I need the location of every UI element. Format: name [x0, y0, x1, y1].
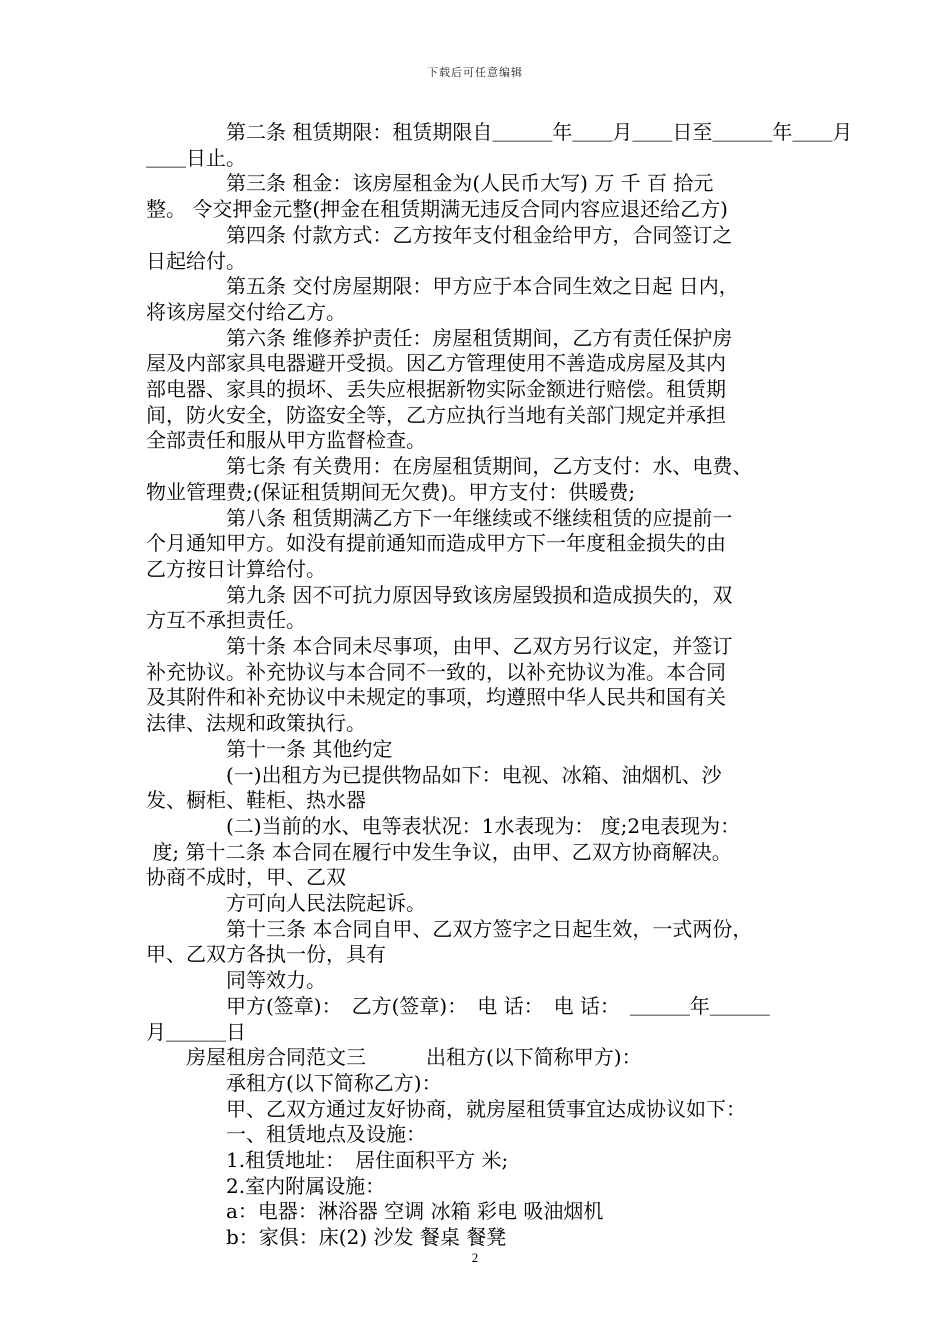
- text-line: b：家俱：床(2) 沙发 餐桌 餐凳: [146, 1225, 507, 1250]
- text-line: 度; 第十二条 本合同在履行中发生争议，由甲、乙双方协商解决。: [146, 839, 732, 864]
- text-line: 屋及内部家具电器避开受损。因乙方管理使用不善造成房屋及其内: [146, 351, 726, 376]
- header-note: 下载后可任意编辑: [427, 66, 523, 79]
- text-line: 第九条 因不可抗力原因导致该房屋毁损和造成损失的，双: [146, 582, 733, 607]
- text-line: 第二条 租赁期限：租赁期限自＿＿＿年＿＿月＿＿日至＿＿＿年＿＿月: [146, 120, 853, 144]
- text-line: 协商不成时，甲、乙双: [146, 865, 346, 890]
- text-line: 甲、乙双方各执一份，具有: [146, 942, 386, 967]
- text-line: 第六条 维修养护责任：房屋租赁期间，乙方有责任保护房: [146, 325, 733, 350]
- text-line: 房屋租房合同范文三 出租方(以下简称甲方)：: [146, 1045, 642, 1070]
- text-line: 第五条 交付房屋期限：甲方应于本合同生效之日起 日内，: [146, 274, 739, 299]
- text-line: 甲方(签章)： 乙方(签章)： 电 话： 电 话： ＿＿＿年＿＿＿: [146, 993, 770, 1018]
- text-line: ＿＿日止。: [146, 145, 246, 170]
- text-line: 月＿＿＿日: [146, 1019, 246, 1044]
- text-line: a：电器：淋浴器 空调 冰箱 彩电 吸油烟机: [146, 1199, 604, 1224]
- text-line: 间，防火安全，防盗安全等，乙方应执行当地有关部门规定并承担: [146, 402, 726, 427]
- text-line: 补充协议。补充协议与本合同不一致的，以补充协议为准。本合同: [146, 659, 726, 684]
- text-line: 全部责任和服从甲方监督检查。: [146, 428, 426, 453]
- text-line: 甲、乙双方通过友好协商，就房屋租赁事宜达成协议如下：: [146, 1096, 746, 1121]
- text-line: 第十一条 其他约定: [146, 736, 393, 761]
- text-line: 乙方按日计算给付。: [146, 556, 326, 581]
- text-line: 承租方(以下简称乙方)：: [146, 1070, 442, 1095]
- text-line: 同等效力。: [146, 968, 326, 993]
- page-number: 2: [471, 1250, 479, 1265]
- text-line: 日起给付。: [146, 248, 246, 273]
- text-line: 方可向人民法院起诉。: [146, 891, 426, 915]
- text-line: (二)当前的水、电等表状况：1水表现为： 度;2电表现为：: [146, 813, 741, 838]
- text-line: 第十条 本合同未尽事项，由甲、乙双方另行议定，并签订: [146, 634, 733, 658]
- text-line: 部电器、家具的损坏、丢失应根据新物实际金额进行赔偿。租赁期: [146, 377, 726, 401]
- text-line: 将该房屋交付给乙方。: [146, 299, 346, 324]
- text-line: 整。 令交押金元整(押金在租赁期满无违反合同内容应退还给乙方): [146, 197, 728, 222]
- text-line: 第三条 租金：该房屋租金为(人民币大写) 万 千 百 拾元: [146, 171, 714, 196]
- text-line: 2.室内附属设施：: [146, 1173, 386, 1198]
- text-line: 第四条 付款方式：乙方按年支付租金给甲方，合同签订之: [146, 222, 733, 247]
- text-line: 发、橱柜、鞋柜、热水器: [146, 788, 366, 813]
- text-line: 法律、法规和政策执行。: [146, 711, 366, 736]
- text-line: 物业管理费;(保证租赁期间无欠费)。甲方支付：供暖费;: [146, 479, 636, 504]
- text-line: 一、租赁地点及设施：: [146, 1122, 426, 1147]
- text-line: 个月通知甲方。如没有提前通知而造成甲方下一年度租金损失的由: [146, 531, 726, 556]
- text-line: (一)出租方为已提供物品如下：电视、冰箱、油烟机、沙: [146, 762, 722, 787]
- text-line: 方互不承担责任。: [146, 608, 306, 633]
- text-line: 第七条 有关费用：在房屋租赁期间，乙方支付：水、电费、: [146, 454, 753, 479]
- text-line: 第十三条 本合同自甲、乙双方签字之日起生效，一式两份，: [146, 916, 753, 941]
- text-line: 第八条 租赁期满乙方下一年继续或不继续租赁的应提前一: [146, 505, 733, 530]
- text-line: 及其附件和补充协议中未规定的事项，均遵照中华人民共和国有关: [146, 685, 726, 710]
- text-line: 1.租赁地址： 居住面积平方 米;: [146, 1148, 509, 1172]
